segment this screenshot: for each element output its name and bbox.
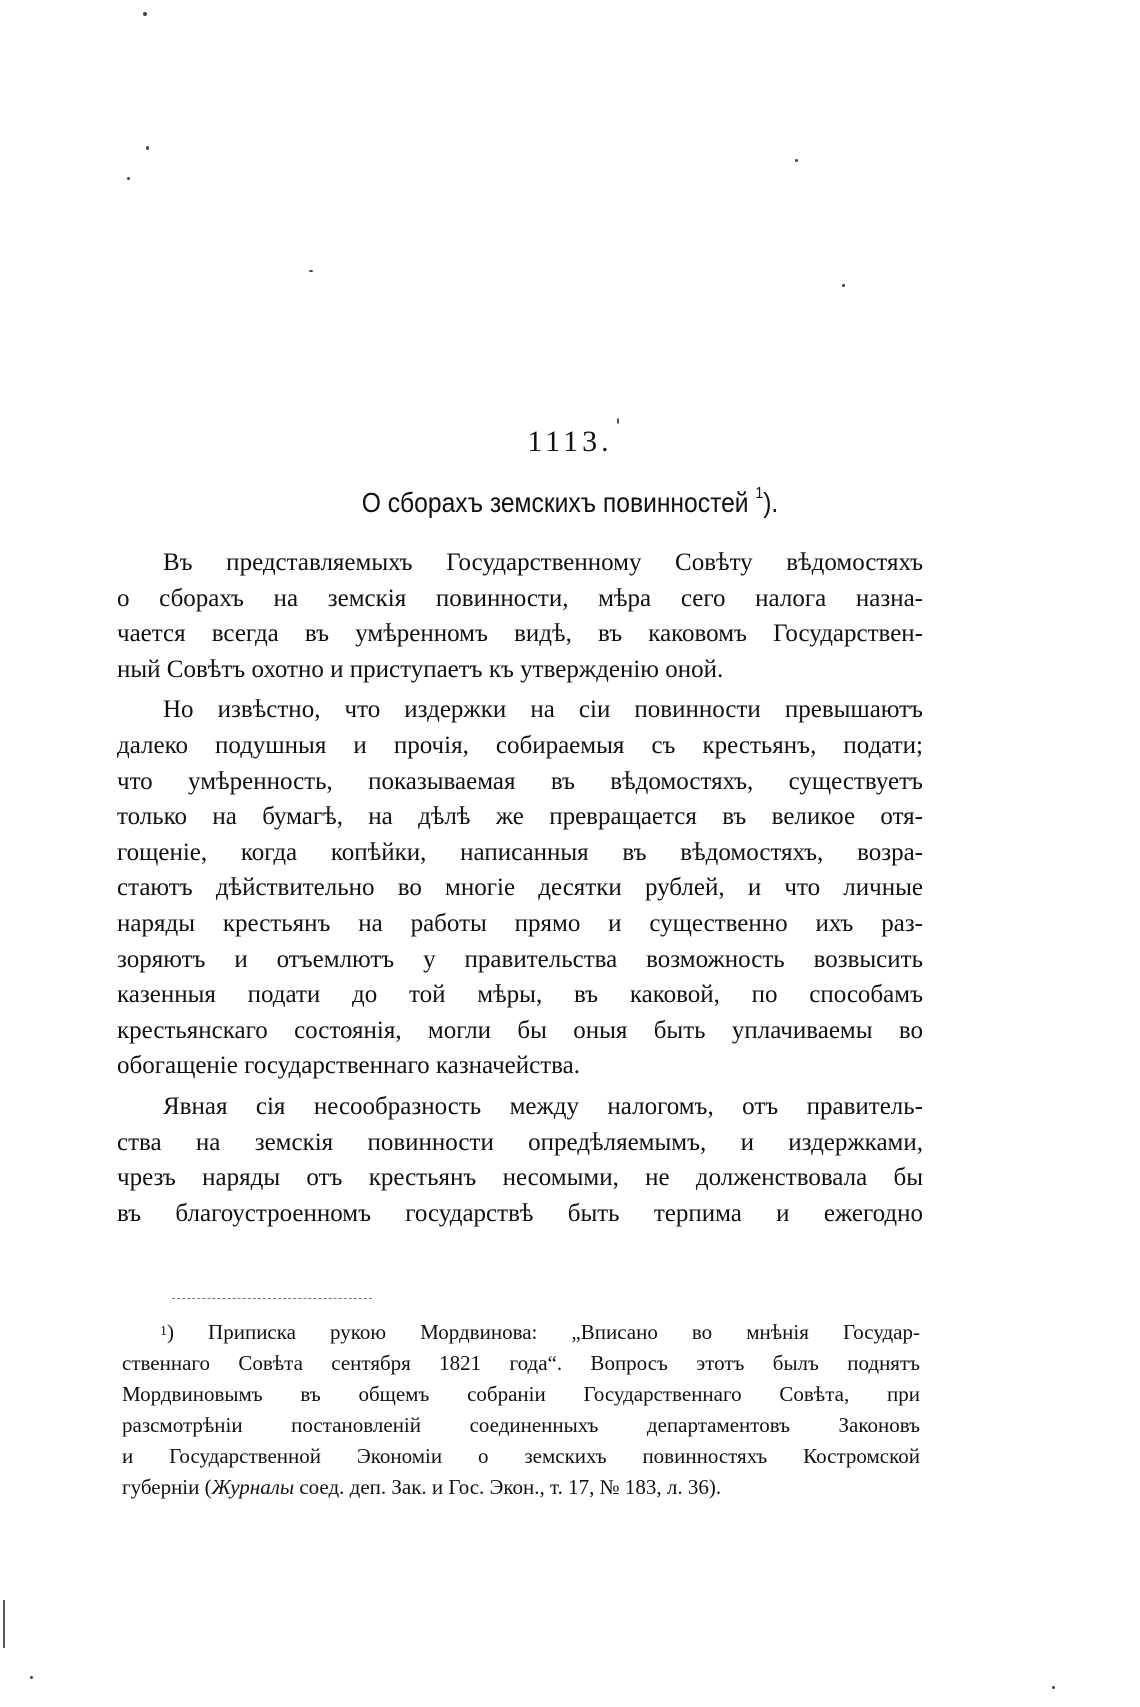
scan-edge-mark <box>3 1600 5 1648</box>
text-line: казенныя подати до той мѣры, въ каковой, по способамъ <box>117 981 923 1009</box>
footnote-line: и Государственной Экономіи о земскихъ повинностяхъ Костромской <box>122 1444 920 1468</box>
footnote-line <box>122 1317 920 1348</box>
text-line: ный Совѣтъ охотно и приступаетъ къ утвержденію оной. <box>117 655 724 683</box>
scan-speck <box>127 177 130 180</box>
scan-speck <box>30 1676 33 1679</box>
scan-speck <box>146 146 149 150</box>
paragraph <box>117 692 923 1084</box>
footnote-line: Мордвиновымъ въ общемъ собраніи Государственнаго Совѣта, при <box>122 1382 920 1406</box>
document-title <box>68 487 1071 519</box>
scan-speck <box>795 159 798 162</box>
document-title-text: О сборахъ земскихъ повинностей <box>361 487 749 518</box>
text-line: ства на земскія повинности опредѣляемымъ, и издержками, <box>117 1128 923 1156</box>
footnote <box>122 1317 920 1503</box>
paragraph <box>117 545 923 687</box>
footnote-mark: 1 <box>160 1324 167 1339</box>
text-line: только на бумагѣ, на дѣлѣ же превращается въ великое отя- <box>117 803 923 831</box>
scan-speck <box>309 270 313 272</box>
footnote-text: губерніи ( <box>122 1475 212 1499</box>
text-line: что умѣренность, показываемая въ вѣдомостяхъ, существуетъ <box>117 767 923 795</box>
body-text <box>117 545 923 1231</box>
footnote-line: разсмотрѣніи постановленій соединенныхъ департаментовъ Законовъ <box>122 1413 920 1437</box>
text-line: о сборахъ на земскія повинности, мѣра сего налога назна- <box>117 584 923 612</box>
footnote-text: соед. деп. Зак. и Гос. Экон., т. 17, № 183, л. 36). <box>294 1475 722 1499</box>
text-line: наряды крестьянъ на работы прямо и существенно ихъ раз- <box>117 909 923 937</box>
text-line: обогащеніе государственнаго казначейства. <box>117 1052 580 1080</box>
text-line: чрезъ наряды отъ крестьянъ несомыми, не долженствовала бы <box>117 1164 923 1192</box>
text-line: стаютъ дѣйствительно во многіе десятки рублей, и что личные <box>117 874 923 902</box>
text-line: крестьянскаго состоянія, могли бы оныя быть уплачиваемы во <box>117 1016 923 1044</box>
paragraph <box>117 1089 923 1231</box>
title-footnote-mark: 1 <box>755 485 764 502</box>
scan-speck <box>617 418 619 424</box>
text-line: Явная сія несообразность между налогомъ, отъ правитель- <box>163 1092 923 1120</box>
text-line: зоряютъ и отъемлютъ у правительства возможность возвысить <box>117 945 923 973</box>
text-line: далеко подушныя и прочія, собираемыя съ крестьянъ, подати; <box>117 731 923 759</box>
footnote-line: ственнаго Совѣта сентября 1821 года“. Вопросъ этотъ былъ поднятъ <box>122 1351 920 1375</box>
footnote-separator <box>172 1298 372 1299</box>
scan-speck <box>143 12 147 16</box>
footnote-line <box>122 1472 920 1503</box>
text-line: Въ представляемыхъ Государственному Совѣту вѣдомостяхъ <box>163 549 923 576</box>
document-number: 1113. <box>527 425 613 458</box>
text-line: въ благоустроенномъ государствѣ быть терпима и ежегодно <box>117 1199 923 1227</box>
journal-title: Журналы <box>211 1475 295 1499</box>
text-line: Но извѣстно, что издержки на сіи повинности превышаютъ <box>163 696 923 724</box>
text-line: чается всегда въ умѣренномъ видѣ, въ каковомъ Государствен- <box>117 620 923 648</box>
scan-speck <box>1052 1686 1055 1689</box>
footnote-text: ) Приписка рукою Мордвинова: „Вписано во мнѣнія Государ- <box>167 1320 920 1344</box>
scan-speck <box>842 284 845 287</box>
title-close: ). <box>763 487 779 518</box>
text-line: гощеніе, когда копѣйки, написанныя въ вѣдомостяхъ, возра- <box>117 838 923 866</box>
